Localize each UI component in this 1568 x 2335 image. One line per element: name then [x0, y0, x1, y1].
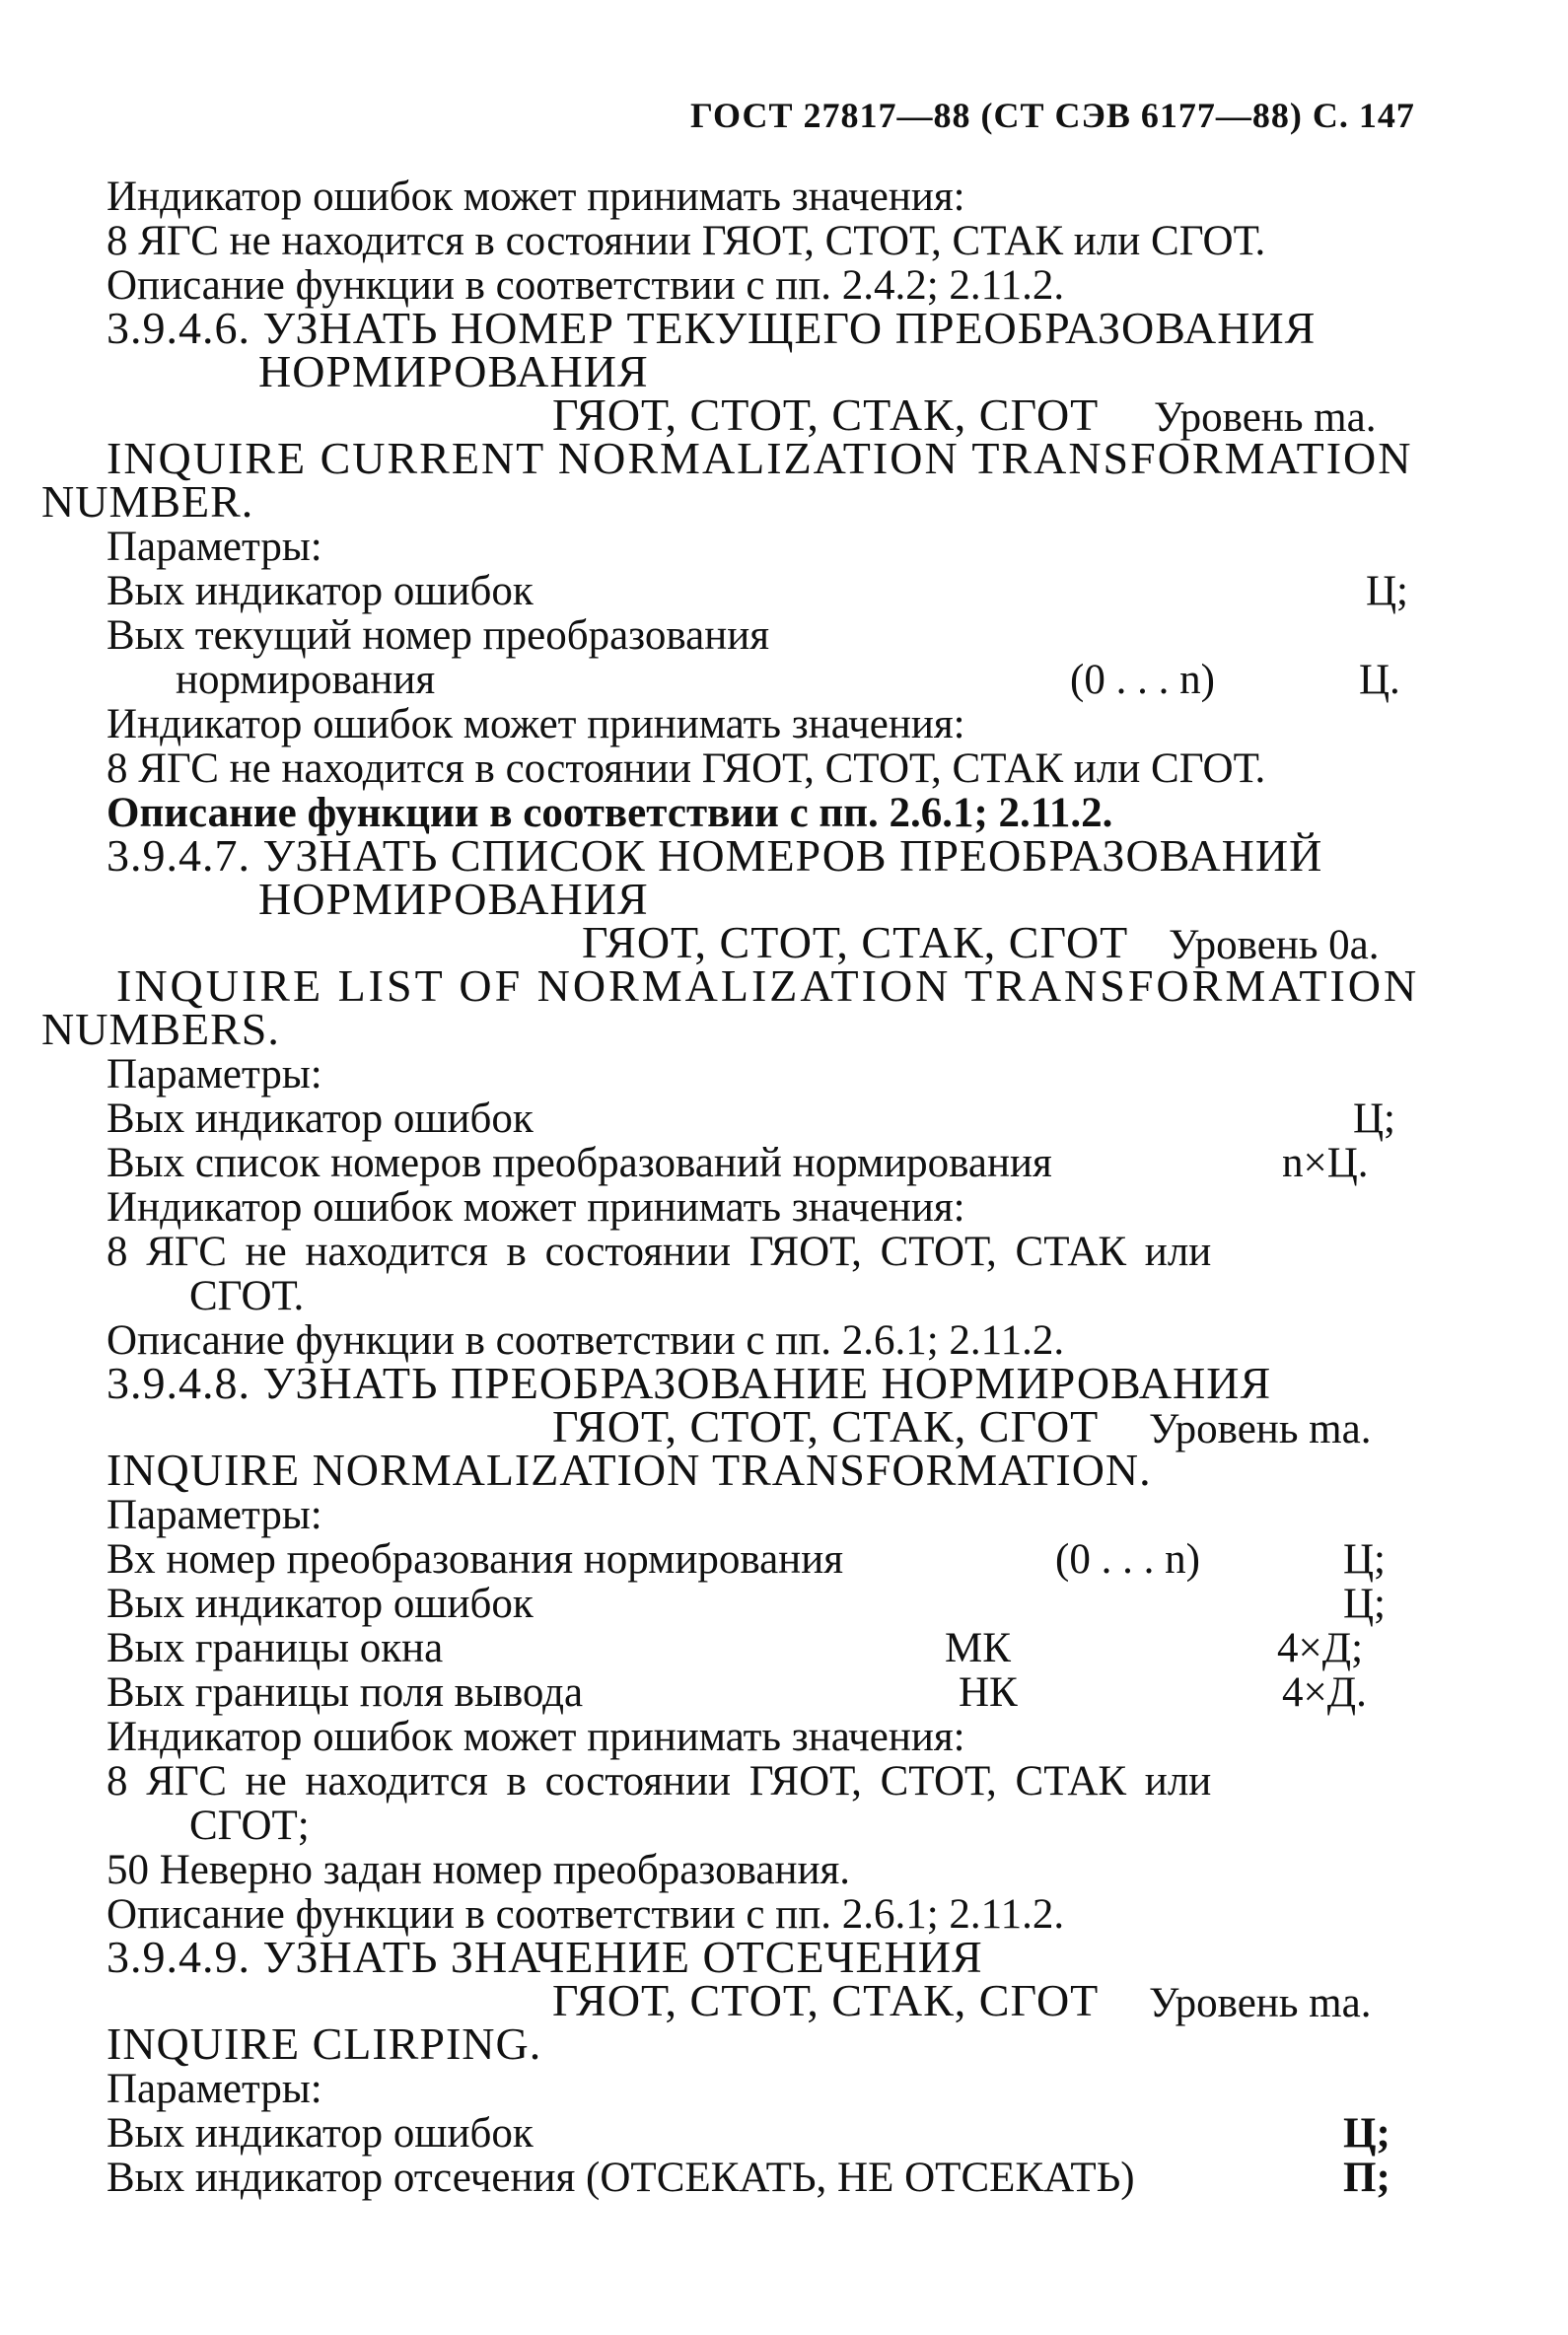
section-3946-params-label: Параметры: [107, 524, 322, 570]
section-3946-param-error: Вых индикатор ошибок [107, 568, 534, 614]
section-3946-param-error-type: Ц; [1366, 568, 1408, 614]
section-3948-error-8-cont: СГОТ; [189, 1803, 310, 1849]
section-3946-error-intro: Индикатор ошибок может принимать значения: [107, 701, 965, 747]
section-3948-param-window: Вых границы окна [107, 1625, 444, 1671]
section-3949-param-clipping-type: П; [1343, 2155, 1390, 2201]
section-3948-error-intro: Индикатор ошибок может принимать значения: [107, 1714, 965, 1760]
section-3948-level: Уровень ma. [1149, 1406, 1372, 1452]
section-3949-param-error: Вых индикатор ошибок [107, 2110, 534, 2157]
section-3946-param-current-range: (0 . . . n) [1070, 657, 1215, 703]
section-3946-english-title-cont: NUMBER. [41, 476, 254, 527]
section-3946-title: 3.9.4.6. УЗНАТЬ НОМЕР ТЕКУЩЕГО ПРЕОБРАЗОВАНИЯ [107, 303, 1317, 353]
section-3947-param-error: Вых индикатор ошибок [107, 1096, 534, 1142]
section-3946-title-cont: НОРМИРОВАНИЯ [258, 346, 649, 396]
section-3949-english-title: INQUIRE CLIRPING. [107, 2018, 542, 2069]
section-3947-param-error-type: Ц; [1353, 1096, 1395, 1142]
section-3947-english-title-cont: NUMBERS. [41, 1004, 280, 1054]
description-line: Описание функции в соответствии с пп. 2.4.2; 2.11.2. [107, 262, 1065, 309]
section-3947-params-label: Параметры: [107, 1051, 322, 1097]
section-3949-param-clipping: Вых индикатор отсечения (ОТСЕКАТЬ, НЕ ОТСЕКАТЬ) [107, 2155, 1135, 2201]
section-3948-error-8: 8 ЯГС не находится в состоянии ГЯОТ, СТОТ, СТАК или [107, 1758, 1212, 1804]
section-3946-english-title: INQUIRE CURRENT NORMALIZATION TRANSFORMATION [107, 433, 1413, 483]
error-8-line: 8 ЯГС не находится в состоянии ГЯОТ, СТОТ, СТАК или СГОТ. [107, 218, 1266, 264]
section-3947-english-title: INQUIRE LIST OF NORMALIZATION TRANSFORMATION [116, 960, 1420, 1011]
section-3946-param-current: Вых текущий номер преобразования [107, 612, 770, 659]
section-3948-param-viewport-type: 4×Д. [1282, 1669, 1367, 1716]
error-values-intro: Индикатор ошибок может принимать значения: [107, 174, 965, 220]
section-3948-english-title: INQUIRE NORMALIZATION TRANSFORMATION. [107, 1445, 1152, 1495]
section-3947-description: Описание функции в соответствии с пп. 2.6.1; 2.11.2. [107, 1317, 1065, 1364]
section-3946-error-8: 8 ЯГС не находится в состоянии ГЯОТ, СТОТ, СТАК или СГОТ. [107, 745, 1266, 792]
section-3946-description: Описание функции в соответствии с пп. 2.6.1; 2.11.2. [107, 790, 1113, 836]
section-3949-states: ГЯОТ, СТОТ, СТАК, СГОТ [552, 1975, 1100, 2025]
section-3948-param-error-type: Ц; [1343, 1581, 1386, 1627]
section-3948-param-number-type: Ц; [1343, 1536, 1386, 1583]
section-3948-title: 3.9.4.8. УЗНАТЬ ПРЕОБРАЗОВАНИЕ НОРМИРОВАНИЯ [107, 1358, 1272, 1408]
page-header: ГОСТ 27817—88 (СТ СЭВ 6177—88) С. 147 [690, 96, 1415, 135]
section-3948-params-label: Параметры: [107, 1492, 322, 1538]
section-3948-error-50: 50 Неверно задан номер преобразования. [107, 1847, 850, 1893]
section-3946-param-current-type: Ц. [1359, 657, 1400, 703]
section-3947-states: ГЯОТ, СТОТ, СТАК, СГОТ [582, 917, 1129, 967]
section-3947-level: Уровень 0a. [1169, 922, 1380, 968]
section-3947-error-intro: Индикатор ошибок может принимать значения: [107, 1184, 965, 1231]
section-3947-param-list-type: n×Ц. [1282, 1140, 1369, 1186]
section-3946-param-current-cont: нормирования [176, 657, 436, 703]
section-3948-param-number: Вх номер преобразования нормирования [107, 1536, 843, 1583]
section-3946-level: Уровень ma. [1154, 394, 1377, 441]
section-3946-states: ГЯОТ, СТОТ, СТАК, СГОТ [552, 389, 1100, 440]
section-3949-title: 3.9.4.9. УЗНАТЬ ЗНАЧЕНИЕ ОТСЕЧЕНИЯ [107, 1932, 983, 1982]
section-3948-param-window-type: 4×Д; [1277, 1625, 1364, 1671]
section-3947-title-cont: НОРМИРОВАНИЯ [258, 874, 649, 924]
section-3948-param-number-range: (0 . . . n) [1055, 1536, 1200, 1583]
section-3948-param-viewport: Вых границы поля вывода [107, 1669, 584, 1716]
section-3947-param-list: Вых список номеров преобразований нормирования [107, 1140, 1052, 1186]
section-3949-param-error-type: Ц; [1343, 2110, 1390, 2157]
section-3947-error-8-cont: СГОТ. [189, 1273, 305, 1319]
section-3948-param-error: Вых индикатор ошибок [107, 1581, 534, 1627]
section-3949-level: Уровень ma. [1149, 1980, 1372, 2026]
section-3948-description: Описание функции в соответствии с пп. 2.6.1; 2.11.2. [107, 1891, 1065, 1938]
section-3948-states: ГЯОТ, СТОТ, СТАК, СГОТ [552, 1401, 1100, 1451]
section-3947-title: 3.9.4.7. УЗНАТЬ СПИСОК НОМЕРОВ ПРЕОБРАЗОВАНИЙ [107, 830, 1323, 881]
section-3948-param-viewport-coords: НК [959, 1669, 1018, 1716]
section-3947-error-8: 8 ЯГС не находится в состоянии ГЯОТ, СТОТ, СТАК или [107, 1229, 1212, 1275]
section-3949-params-label: Параметры: [107, 2066, 322, 2112]
section-3948-param-window-coords: МК [945, 1625, 1011, 1671]
